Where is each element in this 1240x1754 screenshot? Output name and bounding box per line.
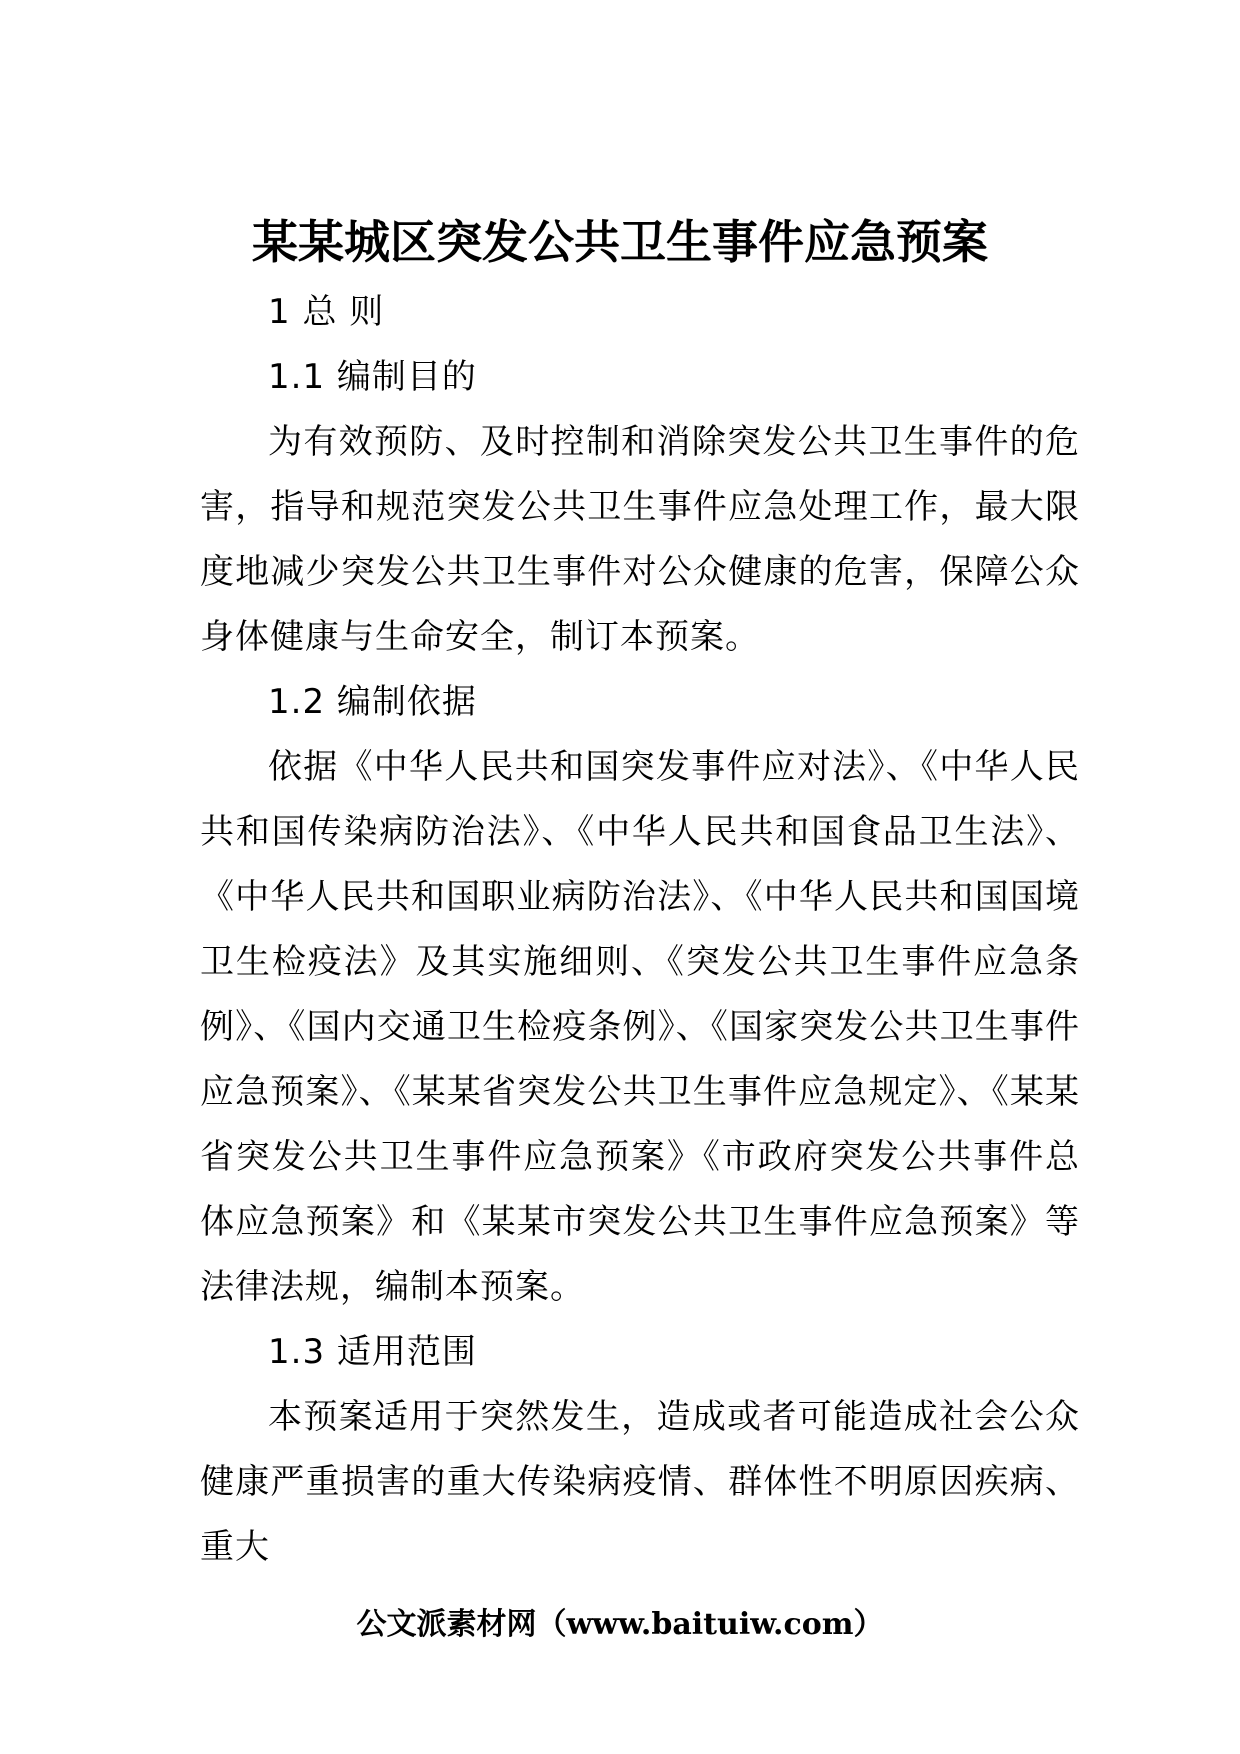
section-heading-1-1: 1.1 编制目的 (268, 357, 477, 397)
paragraph-basis: 依据《中华人民共和国突发事件应对法》、《中华人民共和国传染病防治法》、《中华人民共和国食品卫生法》、《中华人民共和国职业病防治法》、《中华人民共和国国境卫生检疫法》及其实施细则、《突发公共卫生事件应急条例》、《国内交通卫生检疫条例》、《国家突发公共卫生事件应急预案》、《某某省突发公共卫生事件应急规定》、《某某省突发公共卫生事件应急预案》《市政府突发公共事件总体应急预案》和《某某市突发公共卫生事件应急预案》等法律法规，编制本预案。 (200, 747, 1080, 1307)
section-heading-1-3: 1.3 适用范围 (268, 1332, 477, 1372)
document-body (200, 280, 1080, 1580)
paragraph-scope: 本预案适用于突然发生，造成或者可能造成社会公众健康严重损害的重大传染病疫情、群体性不明原因疾病、重大 (200, 1397, 1080, 1567)
section-heading-1-2: 1.2 编制依据 (268, 682, 477, 722)
document-title: 某某城区突发公共卫生事件应急预案 (252, 215, 988, 269)
paragraph-purpose: 为有效预防、及时控制和消除突发公共卫生事件的危害，指导和规范突发公共卫生事件应急处理工作，最大限度地减少突发公共卫生事件对公众健康的危害，保障公众身体健康与生命安全，制订本预案。 (200, 422, 1080, 657)
footer-watermark: 公文派素材网（www.baituiw.com） (356, 1607, 884, 1642)
section-heading-1: 1 总 则 (268, 292, 385, 332)
